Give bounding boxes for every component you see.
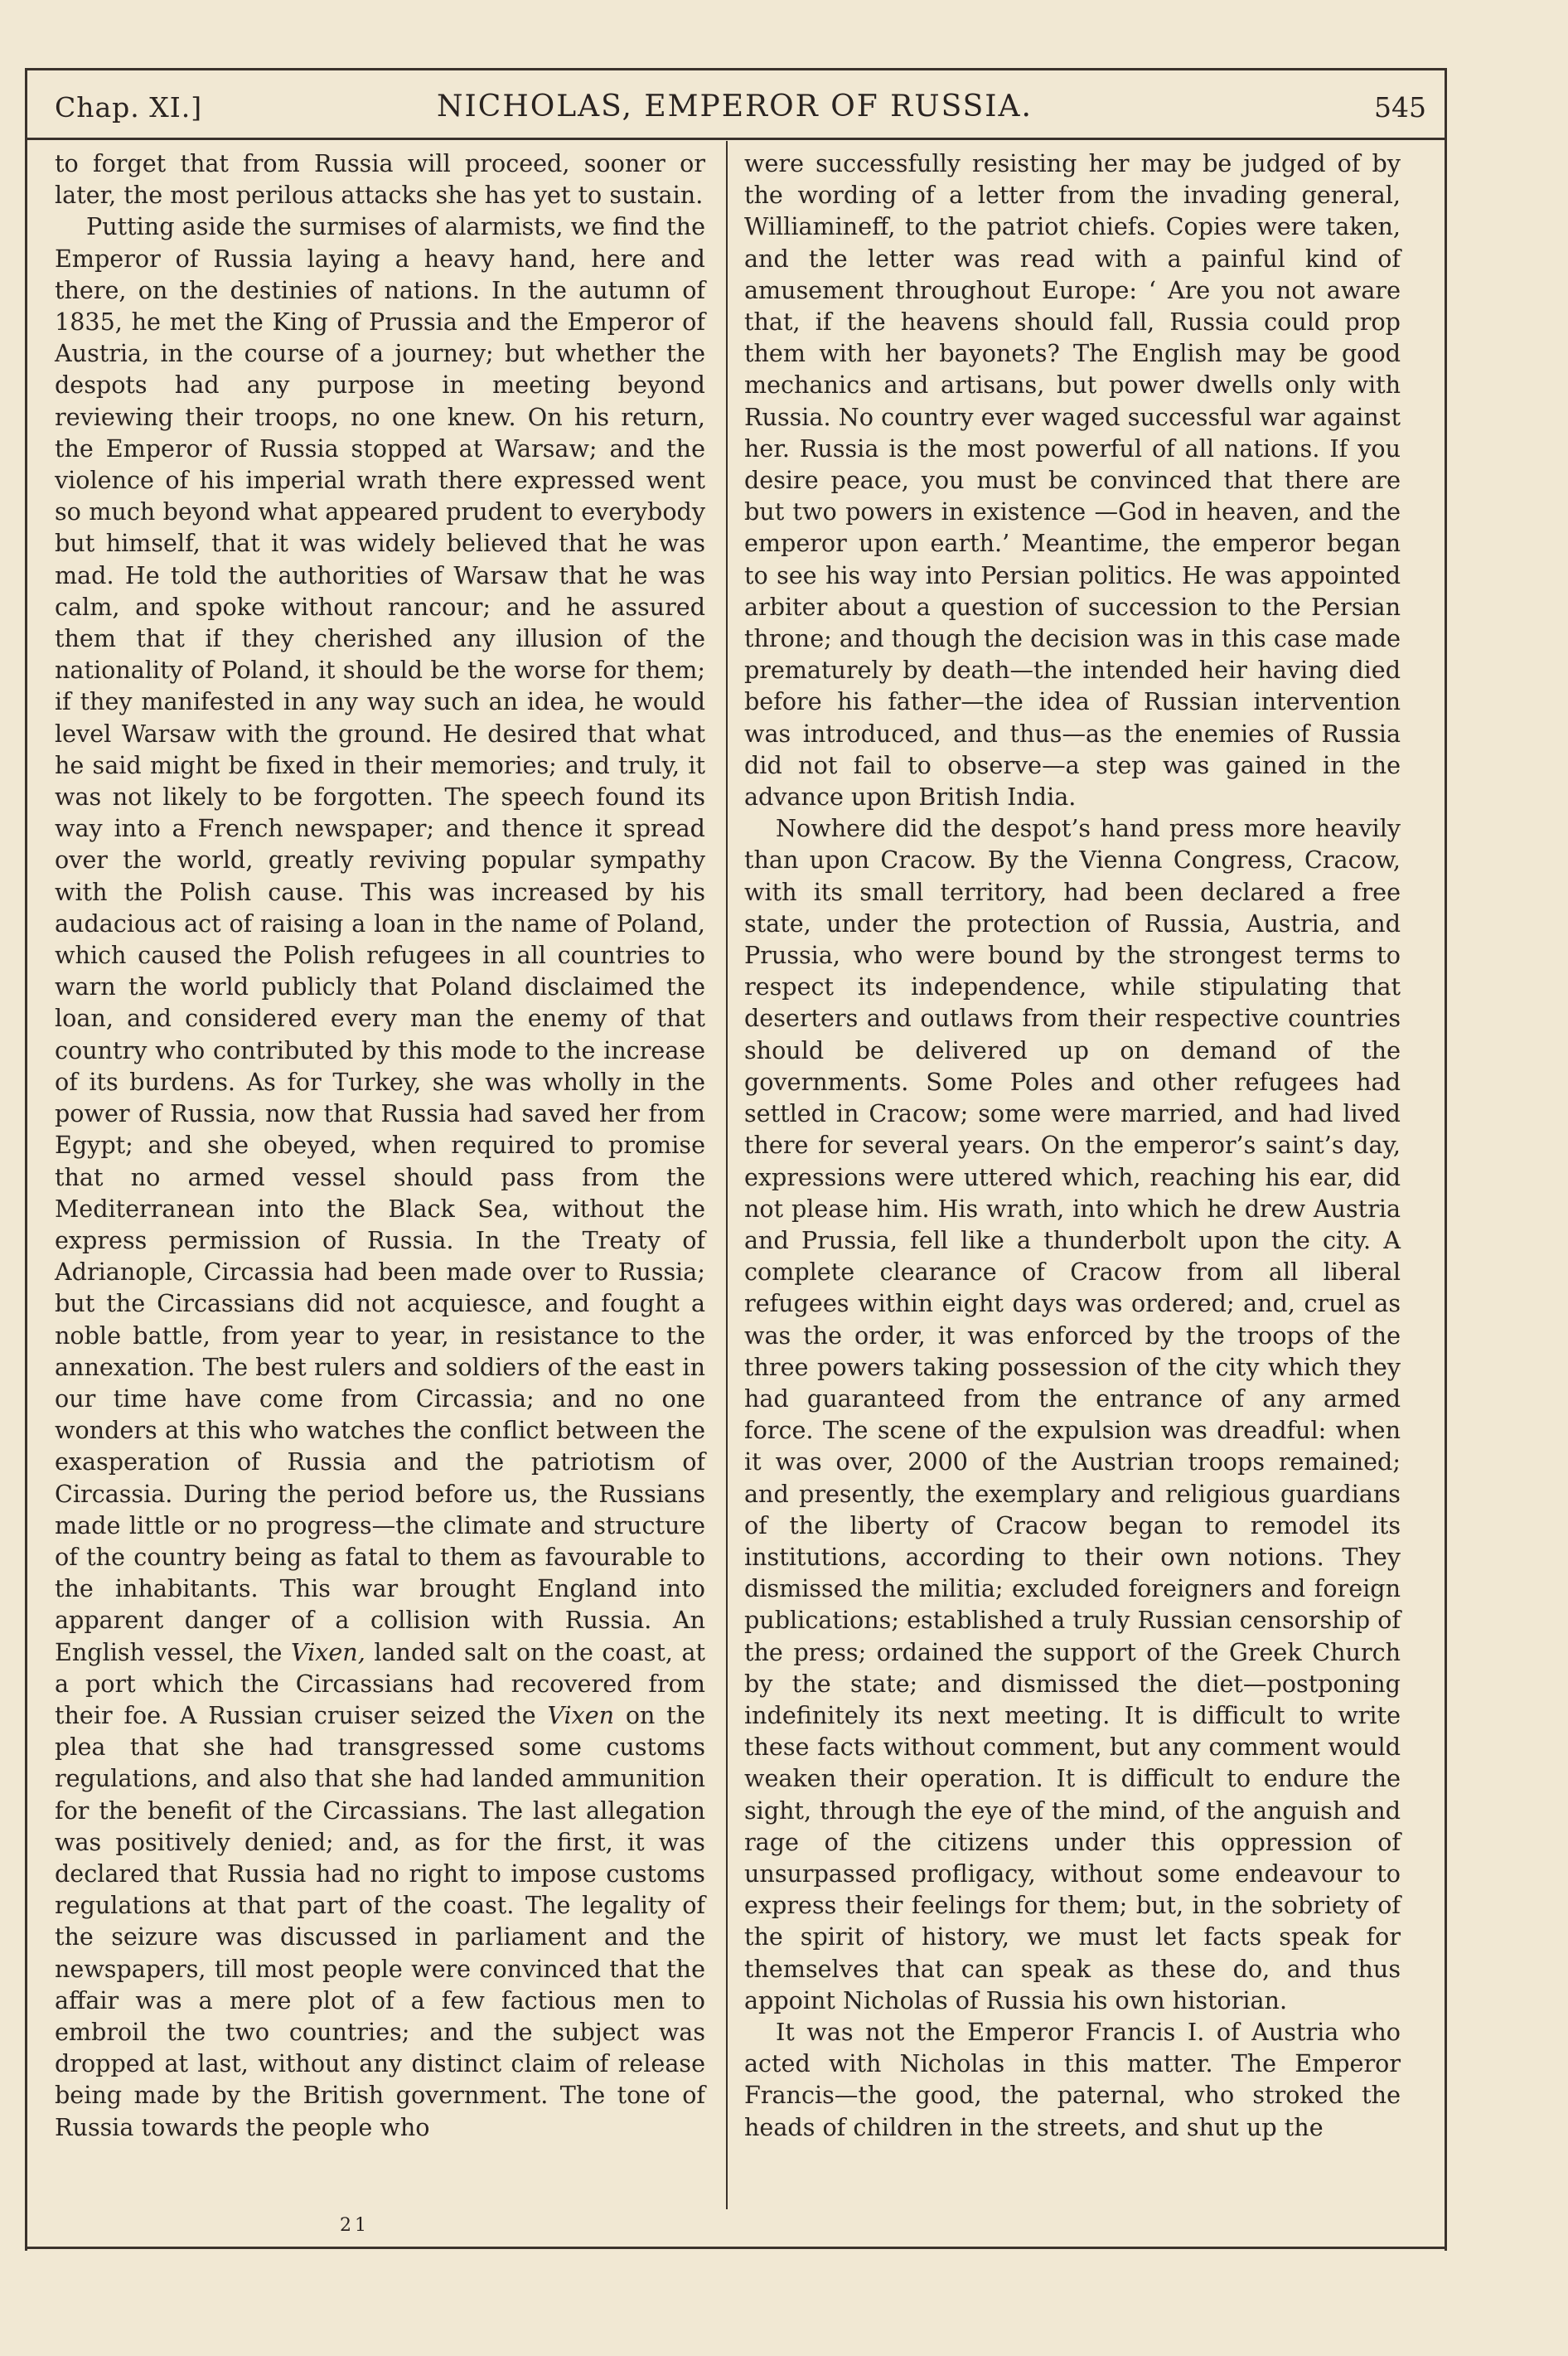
page-number: 545 xyxy=(1374,91,1426,124)
ship-name: Vixen, xyxy=(290,1637,365,1666)
paragraph: It was not the Emperor Francis I. of Austria who acted with Nicholas in this matter. The Emperor Francis—the good, the paternal, who stroked the heads of children in the streets, and shut up the xyxy=(744,2017,1401,2141)
right-column xyxy=(744,148,1401,2143)
paragraph-text: on the plea that she had transgressed some customs regulations, and also that she had landed ammunition for the benefit of the Circassians. The last allegation was positively denied; and, as for the first, it was declared that Russia had no right to impose customs regulations at that part of the coast. The legality of the seizure was discussed in parliament and the newspapers, till most people were convinced that the affair was a mere plot of a few factious men to embroil the two countries; and the subject was dropped at last, without any distinct claim of release being made by the British government. The tone of Russia towards the people who xyxy=(55,1700,705,2141)
printer-signature: 21 xyxy=(340,2215,370,2236)
chapter-label: Chap. XI.] xyxy=(55,91,203,124)
paragraph-text: Putting aside the surmises of alarmists, we find the Emperor of Russia laying a heavy hand, here and there, on the destinies of nations. In the autumn of 1835, he met the King of Prussia and the Emperor of Austria, in the course of a journey; but whether the despots had any purpose in meeting beyond reviewing their troops, no one knew. On his return, the Emperor of Russia stopped at Warsaw; and the violence of his imperial wrath there expressed went so much beyond what appeared prudent to everybody but himself, that it was widely believed that he was mad. He told the authorities of Warsaw that he was calm, and spoke without rancour; and he assured them that if they cherished any illusion of the nationality of Poland, it should be the worse for them; if they manifested in any way such an idea, he would level Warsaw with the ground. He desired that what he said might be fixed in their memories; and truly, it was not likely to be forgotten. The speech found its way into a French newspaper; and thence it spread over the world, greatly reviving popular sympathy with the Polish cause. This was increased by his audacious act of raising a loan in the name of Poland, which caused the Polish refugees in all countries to warn the world publicly that Poland disclaimed the loan, and considered every man the enemy of that country who contributed by this mode to the increase of its burdens. As for Turkey, she was wholly in the power of Russia, now that Russia had saved her from Egypt; and she obeyed, when required to promise that no armed vessel should pass from the Mediterranean into the Black Sea, without the express permission of Russia. In the Treaty of Adrianople, Circassia had been made over to Russia; but the Circassians did not acquiesce, and fought a noble battle, from year to year, in resistance to the annexation. The best rulers and soldiers of the east in our time have come from Circassia; and no one wonders at this who watches the conflict between the exasperation of Russia and the patriotism of Circassia. During the period before us, the Russians made little or no progress—the climate and structure of the country being as fatal to them as favourable to the inhabitants. This war brought England into apparent danger of a collision with Russia. An English vessel, the xyxy=(55,212,705,1666)
bottom-rule xyxy=(25,2247,1445,2249)
running-header xyxy=(25,81,1445,140)
page-title: NICHOLAS, EMPEROR OF RUSSIA. xyxy=(437,90,1033,124)
paragraph: to forget that from Russia will proceed, sooner or later, the most perilous attacks she has yet to sustain. xyxy=(55,149,705,210)
paragraph xyxy=(55,211,705,2142)
paragraph: were successfully resisting her may be judged of by the wording of a letter from the invading general, Williamineff, to the patriot chiefs. Copies were taken, and the letter was read with a painful kind of amusement throughout Europe: ‘ Are you not aware that, if the heavens should fall, Russia could prop them with her bayonets? The English may be good mechanics and artisans, but power dwells only with Russia. No country ever waged successful war against her. Russia is the most powerful of all nations. If you desire peace, you must be convinced that there are but two powers in existence —God in heaven, and the emperor upon earth.’ Meantime, the emperor began to see his way into Persian politics. He was appointed arbiter about a question of succession to the Persian throne; and though the decision was in this case made prematurely by death—the intended heir having died before his father—the idea of Russian intervention was introduced, and thus—as the enemies of Russia did not fail to observe—a step was gained in the advance upon British India. xyxy=(744,149,1401,812)
column-divider xyxy=(726,141,728,2209)
ship-name: Vixen xyxy=(547,1700,615,1729)
paragraph: Nowhere did the despot’s hand press more heavily than upon Cracow. By the Vienna Congress, Cracow, with its small territory, had been declared a free state, under the protection of Russia, Austria, and Prussia, who were bound by the strongest terms to respect its independence, while stipulating that deserters and outlaws from their respective countries should be delivered up on demand of the governments. Some Poles and other refugees had settled in Cracow; some were married, and had lived there for several years. On the emperor’s saint’s day, expressions were uttered which, reaching his ear, did not please him. His wrath, into which he drew Austria and Prussia, fell like a thunderbolt upon the city. A complete clearance of Cracow from all liberal refugees within eight days was ordered; and, cruel as was the order, it was enforced by the troops of the three powers taking possession of the city which they had guaranteed from the entrance of any armed force. The scene of the expulsion was dreadful: when it was over, 2000 of the Austrian troops remained; and presently, the exemplary and religious guardians of the liberty of Cracow began to remodel its institutions, according to their own notions. They dismissed the militia; excluded foreigners and foreign publications; established a truly Russian censorship of the press; ordained the support of the Greek Church by the state; and dismissed the diet—postponing indefinitely its next meeting. It is difficult to write these facts without comment, but any comment would weaken their operation. It is difficult to endure the sight, through the eye of the mind, of the anguish and rage of the citizens under this oppression of unsurpassed profligacy, without some endeavour to express their feelings for them; but, in the sobriety of the spirit of history, we must let facts speak for themselves that can speak as these do, and thus appoint Nicholas of Russia his own historian. xyxy=(744,814,1401,2014)
paragraph-text: landed salt on the coast, at a port which the Circassians had recovered from their foe. A Russian cruiser seized the xyxy=(55,1637,706,1729)
left-column xyxy=(55,148,705,2143)
